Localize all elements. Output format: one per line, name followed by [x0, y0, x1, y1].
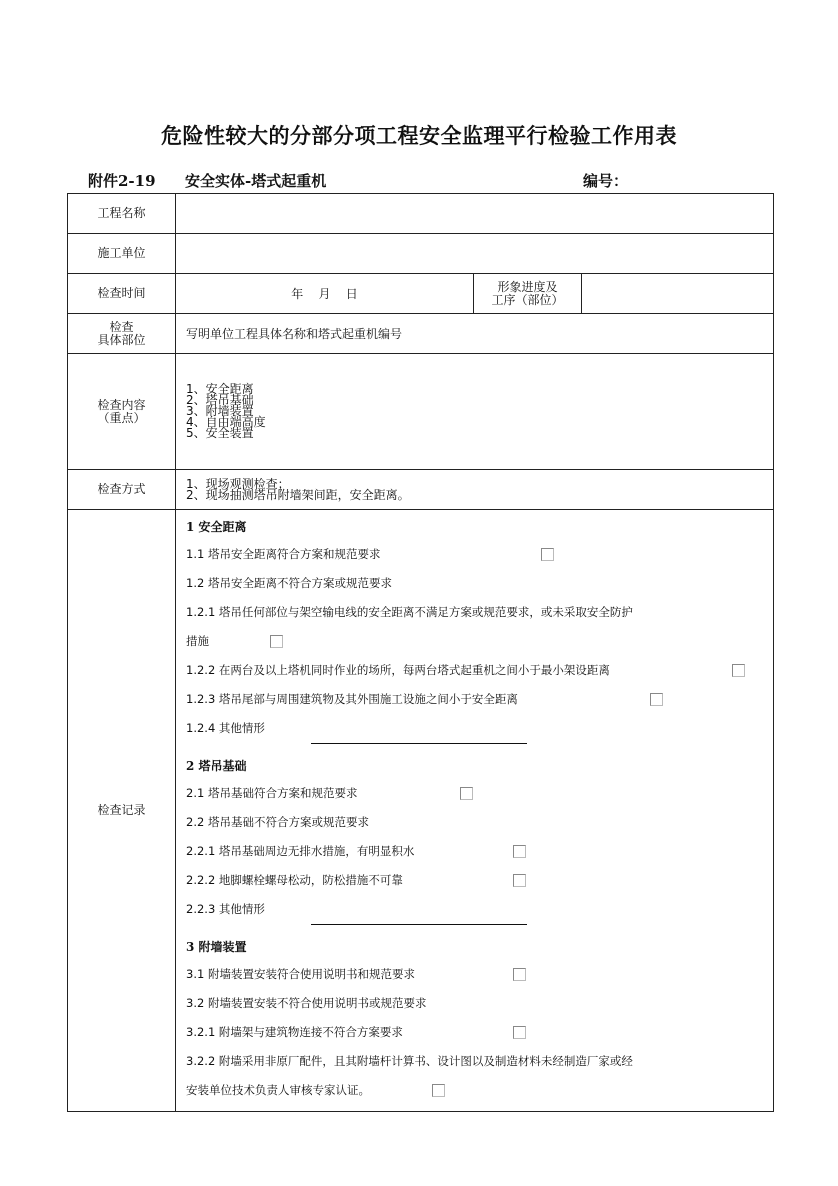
- location-label-line1: 检查: [109, 319, 134, 334]
- record-content: [176, 510, 774, 1112]
- record-item-text: 2.2.3 其他情形: [186, 902, 265, 916]
- record-item: [186, 1018, 773, 1047]
- record-item: [186, 837, 773, 866]
- record-item: [186, 989, 773, 1018]
- checkbox[interactable]: [513, 1026, 526, 1039]
- record-item-text: 2.2.2 地脚螺栓螺母松动，防松措施不可靠: [186, 873, 403, 887]
- record-item-text: 3.1 附墙装置安装符合使用说明书和规范要求: [186, 967, 415, 981]
- content-item: 4、自由端高度: [186, 415, 266, 429]
- method-item: 1、现场观测检查；: [186, 476, 290, 491]
- checkbox[interactable]: [513, 968, 526, 981]
- location-label-line2: 具体部位: [97, 332, 146, 347]
- record-item: [186, 540, 773, 569]
- record-item: [186, 779, 773, 808]
- location-label: [68, 314, 176, 354]
- record-item-text: 2.2.1 塔吊基础周边无排水措施，有明显积水: [186, 844, 415, 858]
- progress-field[interactable]: [582, 274, 774, 314]
- record-item: [186, 895, 773, 924]
- record-item-text: 安装单位技术负责人审核专家认证。: [186, 1083, 370, 1097]
- annex-number: 附件2-19: [88, 172, 156, 190]
- checkbox[interactable]: [270, 635, 283, 648]
- content-label: [68, 354, 176, 470]
- blank-line[interactable]: [186, 743, 773, 757]
- checkbox[interactable]: [513, 874, 526, 887]
- content-item: 3、附墙装置: [186, 404, 254, 418]
- record-item: [186, 960, 773, 989]
- method-list: [176, 470, 774, 510]
- blank-line[interactable]: [186, 924, 773, 938]
- method-label: 检查方式: [68, 470, 176, 510]
- record-item-text: 3.2.1 附墙架与建筑物连接不符合方案要求: [186, 1025, 403, 1039]
- row-method: [68, 470, 774, 510]
- record-item-text: 1.1 塔吊安全距离符合方案和规范要求: [186, 547, 381, 561]
- record-item: [186, 598, 773, 627]
- content-label-line1: 检查内容: [97, 397, 146, 412]
- method-item: 2、现场抽测塔吊附墙架间距，安全距离。: [186, 487, 410, 502]
- content-label-line2: （重点）: [97, 410, 146, 425]
- record-item-text: 2.2 塔吊基础不符合方案或规范要求: [186, 815, 369, 829]
- inspection-time-label: 检查时间: [68, 274, 176, 314]
- section-heading: 3 附墙装置: [186, 940, 247, 954]
- form-title: 危险性较大的分部分项工程安全监理平行检验工作用表: [161, 123, 677, 148]
- contractor-field[interactable]: [176, 234, 774, 274]
- progress-label: [474, 274, 582, 314]
- section-heading: 2 塔吊基础: [186, 759, 247, 773]
- record-item-text: 1.2 塔吊安全距离不符合方案或规范要求: [186, 576, 392, 590]
- row-contractor: [68, 234, 774, 274]
- project-name-field[interactable]: [176, 194, 774, 234]
- location-field[interactable]: 写明单位工程具体名称和塔式起重机编号: [176, 314, 774, 354]
- section-heading: 1 安全距离: [186, 520, 247, 534]
- checkbox[interactable]: [541, 548, 554, 561]
- record-item: [186, 569, 773, 598]
- checkbox[interactable]: [650, 693, 663, 706]
- form-subject: 安全实体-塔式起重机: [185, 172, 327, 190]
- record-item: [186, 656, 773, 685]
- inspection-form-table: [67, 193, 774, 1112]
- row-location: [68, 314, 774, 354]
- record-label: 检查记录: [68, 510, 176, 1112]
- record-item-text: 措施: [186, 634, 209, 648]
- record-item-text: 1.2.2 在两台及以上塔机同时作业的场所，每两台塔式起重机之间小于最小架设距离: [186, 663, 610, 677]
- record-item: [186, 1076, 773, 1105]
- checkbox[interactable]: [513, 845, 526, 858]
- content-list: [176, 354, 774, 470]
- contractor-label: 施工单位: [68, 234, 176, 274]
- content-item: 2、塔吊基础: [186, 393, 254, 407]
- content-item: 1、安全距离: [186, 382, 254, 396]
- record-item-text: 1.2.3 塔吊尾部与周围建筑物及其外围施工设施之间小于安全距离: [186, 692, 518, 706]
- record-item: [186, 866, 773, 895]
- record-item: [186, 627, 773, 656]
- row-inspection-time: [68, 274, 774, 314]
- record-item-text: 3.2.2 附墙采用非原厂配件，且其附墙杆计算书、设计图以及制造材料未经制造厂家或经: [186, 1054, 633, 1068]
- record-item-text: 1.2.1 塔吊任何部位与架空输电线的安全距离不满足方案或规范要求，或未采取安全防护: [186, 605, 633, 619]
- content-item: 5、安全装置: [186, 426, 254, 440]
- serial-number-label: 编号：: [583, 172, 629, 190]
- progress-label-line1: 形象进度及: [497, 279, 558, 294]
- record-item: [186, 714, 773, 743]
- record-item: [186, 1047, 773, 1076]
- record-item: [186, 685, 773, 714]
- checkbox[interactable]: [460, 787, 473, 800]
- inspection-date-field[interactable]: 年 月 日: [176, 274, 474, 314]
- record-item-text: 1.2.4 其他情形: [186, 721, 265, 735]
- checkbox[interactable]: [432, 1084, 445, 1097]
- row-project-name: [68, 194, 774, 234]
- checkbox[interactable]: [732, 664, 745, 677]
- record-item: [186, 808, 773, 837]
- project-name-label: 工程名称: [68, 194, 176, 234]
- row-record: [68, 510, 774, 1112]
- progress-label-line2: 工序（部位）: [491, 292, 564, 307]
- record-item-text: 3.2 附墙装置安装不符合使用说明书或规范要求: [186, 996, 427, 1010]
- row-content: [68, 354, 774, 470]
- record-item-text: 2.1 塔吊基础符合方案和规范要求: [186, 786, 358, 800]
